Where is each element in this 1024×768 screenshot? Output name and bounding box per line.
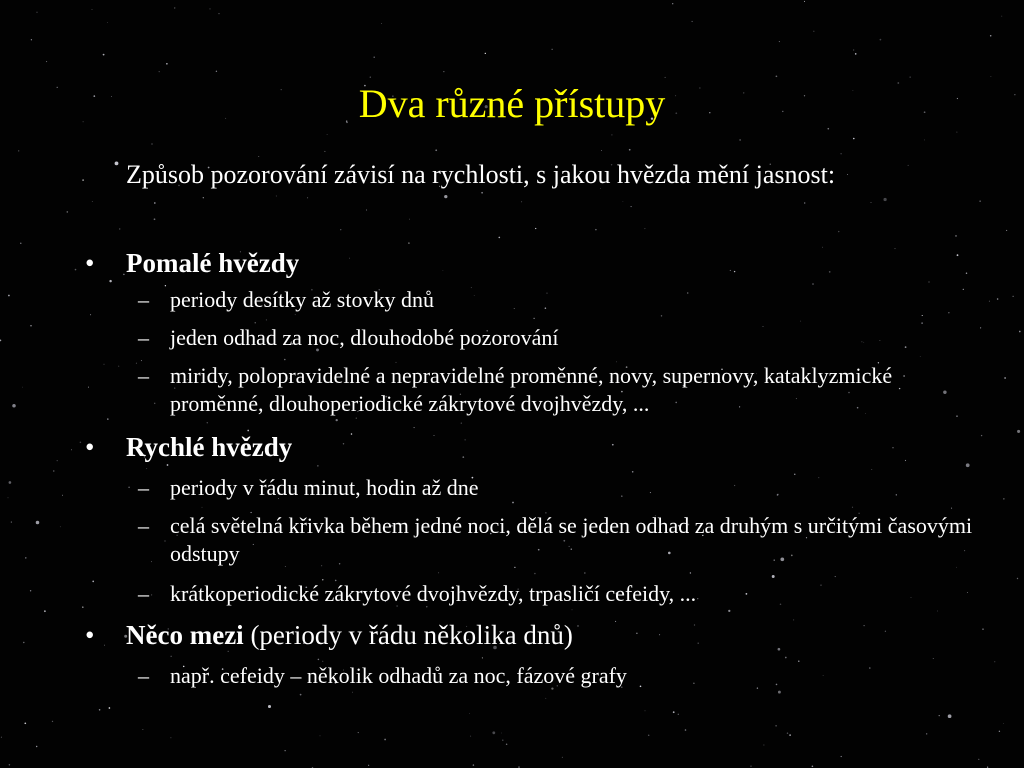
bullet-text xyxy=(126,430,986,464)
star xyxy=(53,470,54,471)
dash-icon: – xyxy=(138,363,149,388)
star xyxy=(785,657,787,659)
star xyxy=(22,387,23,388)
star xyxy=(90,314,91,315)
star xyxy=(381,23,382,24)
star xyxy=(203,197,204,198)
star xyxy=(266,319,267,320)
star xyxy=(778,691,781,694)
star xyxy=(623,201,624,202)
star xyxy=(933,658,934,659)
star xyxy=(143,729,144,730)
star xyxy=(673,711,675,713)
star xyxy=(840,153,841,154)
star xyxy=(498,237,500,239)
star xyxy=(595,229,597,231)
star xyxy=(835,576,836,577)
star xyxy=(358,732,359,733)
star xyxy=(164,540,165,541)
star xyxy=(25,557,26,558)
star xyxy=(665,77,666,78)
star xyxy=(216,71,217,72)
star xyxy=(373,57,374,58)
star xyxy=(1003,498,1004,499)
dash-icon: – xyxy=(138,287,149,312)
star xyxy=(999,731,1000,732)
star xyxy=(852,507,853,508)
star xyxy=(408,242,410,244)
star xyxy=(534,573,536,575)
star xyxy=(109,707,111,709)
star xyxy=(645,710,646,711)
star xyxy=(258,156,259,157)
star xyxy=(370,77,371,78)
star xyxy=(994,661,995,662)
star xyxy=(31,39,32,40)
sub-item-text: např. cefeidy – několik odhadů za noc, fázové grafy xyxy=(170,663,627,688)
star xyxy=(368,765,369,766)
star xyxy=(812,283,814,285)
star xyxy=(922,315,923,316)
bullet-text xyxy=(126,618,986,652)
star xyxy=(207,422,208,423)
star xyxy=(951,508,952,509)
star xyxy=(804,202,805,203)
star xyxy=(506,743,508,745)
star xyxy=(939,715,940,716)
star xyxy=(324,151,325,152)
star xyxy=(772,575,775,578)
star xyxy=(880,39,882,41)
star xyxy=(685,729,687,731)
star xyxy=(92,201,93,202)
star xyxy=(473,764,474,765)
star xyxy=(871,202,872,203)
intro-text: Způsob pozorování závisí na rychlosti, s jakou hvězda mění jasnost: xyxy=(126,160,836,189)
star xyxy=(9,764,11,766)
star xyxy=(128,486,130,488)
star xyxy=(52,721,53,722)
star xyxy=(202,507,203,508)
sub-item-text: celá světelná křivka během jedné noci, dělá se jeden odhad za druhým s určitými časovými odstupy xyxy=(170,513,973,566)
star xyxy=(871,469,872,470)
star xyxy=(141,360,142,361)
star xyxy=(154,202,156,204)
star xyxy=(352,692,353,693)
star xyxy=(800,321,801,322)
star xyxy=(151,143,152,144)
star xyxy=(1019,331,1021,333)
star xyxy=(955,235,957,237)
star xyxy=(990,76,991,77)
star xyxy=(948,714,952,718)
star xyxy=(775,725,777,727)
sub-item-text: periody desítky až stovky dnů xyxy=(170,287,434,312)
star xyxy=(320,735,321,736)
star xyxy=(340,229,341,230)
star xyxy=(154,403,155,404)
star xyxy=(115,162,119,166)
star xyxy=(692,21,693,22)
star xyxy=(119,228,120,229)
star xyxy=(853,49,854,50)
star xyxy=(300,694,302,696)
star xyxy=(632,471,634,473)
star xyxy=(776,75,778,77)
star xyxy=(159,71,160,72)
star xyxy=(979,200,980,201)
bullet-icon: • xyxy=(85,248,95,278)
star xyxy=(920,356,921,357)
bullet-heading: Rychlé hvězdy xyxy=(126,432,293,462)
dash-icon: – xyxy=(138,475,149,500)
star xyxy=(883,198,886,201)
sub-item-text: jeden odhad za noc, dlouhodobé pozorování xyxy=(170,325,559,350)
star xyxy=(107,22,108,23)
star xyxy=(276,196,277,197)
star xyxy=(136,363,137,364)
star xyxy=(82,606,84,608)
star xyxy=(82,179,84,181)
star xyxy=(146,468,147,469)
star xyxy=(601,150,602,151)
star xyxy=(18,150,19,151)
star xyxy=(838,231,839,232)
star xyxy=(470,736,471,737)
star xyxy=(92,581,94,583)
star xyxy=(317,465,318,466)
star xyxy=(170,737,171,738)
star xyxy=(937,611,938,612)
bullet-heading: Pomalé hvězdy xyxy=(126,248,300,278)
star xyxy=(562,757,563,758)
star xyxy=(30,325,31,326)
star xyxy=(8,295,10,297)
star xyxy=(171,656,172,657)
dash-icon: – xyxy=(138,581,149,606)
star xyxy=(75,269,77,271)
star xyxy=(501,733,502,734)
star xyxy=(611,134,612,135)
star xyxy=(485,53,486,54)
star xyxy=(481,192,483,194)
star xyxy=(384,739,386,741)
star xyxy=(151,561,152,562)
star xyxy=(814,31,815,32)
star xyxy=(789,734,791,736)
star xyxy=(438,572,439,573)
star xyxy=(978,759,979,760)
star xyxy=(521,201,522,202)
star xyxy=(60,526,61,527)
star xyxy=(535,228,536,229)
star xyxy=(492,731,495,734)
star xyxy=(443,71,444,72)
star xyxy=(924,139,925,140)
dash-icon: – xyxy=(138,513,149,538)
star xyxy=(763,745,764,746)
star xyxy=(123,274,125,276)
star xyxy=(80,442,82,444)
star xyxy=(46,61,47,62)
star xyxy=(1006,230,1007,231)
star xyxy=(285,750,286,751)
star xyxy=(9,481,12,484)
star xyxy=(99,709,101,711)
star xyxy=(787,732,788,733)
star xyxy=(853,138,855,140)
star xyxy=(631,206,632,207)
star xyxy=(414,427,415,428)
star xyxy=(88,387,89,388)
star xyxy=(997,298,999,300)
star xyxy=(57,460,58,461)
sub-item-text: periody v řádu minut, hodin až dne xyxy=(170,475,479,500)
star xyxy=(23,642,24,643)
slide-title: Dva různé přístupy xyxy=(358,81,666,126)
star xyxy=(36,521,40,525)
star xyxy=(12,404,16,408)
star xyxy=(629,149,631,151)
star xyxy=(533,318,534,319)
star xyxy=(307,198,308,199)
star xyxy=(11,522,12,523)
star xyxy=(8,497,9,498)
star xyxy=(728,610,730,612)
star xyxy=(678,714,679,715)
star xyxy=(409,219,410,220)
star xyxy=(812,765,814,767)
star xyxy=(327,134,328,135)
star xyxy=(545,698,546,699)
star xyxy=(1017,430,1020,433)
star xyxy=(167,464,169,466)
star xyxy=(1004,377,1006,379)
star xyxy=(268,705,271,708)
star xyxy=(109,280,111,282)
star xyxy=(461,422,462,423)
bullet-icon: • xyxy=(85,432,95,462)
star xyxy=(444,195,447,198)
star xyxy=(44,610,46,612)
star xyxy=(1001,16,1002,17)
star xyxy=(750,765,751,766)
star xyxy=(67,211,69,213)
star xyxy=(174,7,175,8)
star xyxy=(1013,296,1014,297)
star xyxy=(584,573,585,574)
star xyxy=(209,8,210,9)
star xyxy=(36,746,37,747)
dash-icon: – xyxy=(138,663,149,688)
star xyxy=(166,63,168,65)
star xyxy=(107,418,109,420)
star xyxy=(855,53,857,55)
star xyxy=(336,419,338,421)
star xyxy=(24,722,26,724)
star xyxy=(20,243,21,244)
star xyxy=(648,735,650,737)
star xyxy=(103,364,104,365)
star xyxy=(92,9,93,10)
star xyxy=(739,139,740,140)
star xyxy=(572,609,573,610)
star xyxy=(435,149,437,151)
dash-icon: – xyxy=(138,325,149,350)
star xyxy=(151,594,152,595)
star xyxy=(284,359,286,361)
star xyxy=(990,35,992,37)
star xyxy=(71,449,72,450)
star xyxy=(910,77,911,78)
star xyxy=(690,572,691,573)
star xyxy=(502,740,503,741)
star xyxy=(62,495,63,496)
star xyxy=(644,228,645,229)
star xyxy=(366,210,367,211)
star xyxy=(672,3,673,4)
star xyxy=(482,657,483,658)
star xyxy=(956,132,957,133)
star xyxy=(118,366,119,367)
star xyxy=(154,218,156,220)
star xyxy=(30,590,31,591)
star xyxy=(841,756,842,757)
star xyxy=(926,733,927,734)
bullet-heading-suffix: (periody v řádu několika dnů) xyxy=(243,620,573,650)
bullet-heading: Něco mezi xyxy=(126,620,244,650)
star xyxy=(928,281,929,282)
bullet-text xyxy=(126,246,986,280)
star xyxy=(804,1,805,2)
star xyxy=(779,41,780,42)
star xyxy=(36,12,37,13)
star xyxy=(103,54,105,56)
star xyxy=(219,13,220,14)
bullet-icon: • xyxy=(85,620,95,650)
star xyxy=(1003,723,1004,724)
star xyxy=(469,713,470,714)
star xyxy=(1017,578,1018,579)
sub-item-text: krátkoperiodické zákrytové dvojhvězdy, trpasličí cefeidy, ... xyxy=(170,581,697,606)
sub-item-text: miridy, polopravidelné a nepravidelné proměnné, novy, supernovy, kataklyzmické proměnné, dlouhoperiodické zákrytové dvojhvězdy, ... xyxy=(170,363,893,416)
star xyxy=(104,645,105,646)
star xyxy=(661,315,662,316)
star xyxy=(1,737,2,738)
star xyxy=(318,659,320,661)
star xyxy=(552,49,553,50)
star xyxy=(295,314,296,315)
star xyxy=(165,285,166,286)
star xyxy=(827,128,829,130)
star xyxy=(0,340,1,342)
